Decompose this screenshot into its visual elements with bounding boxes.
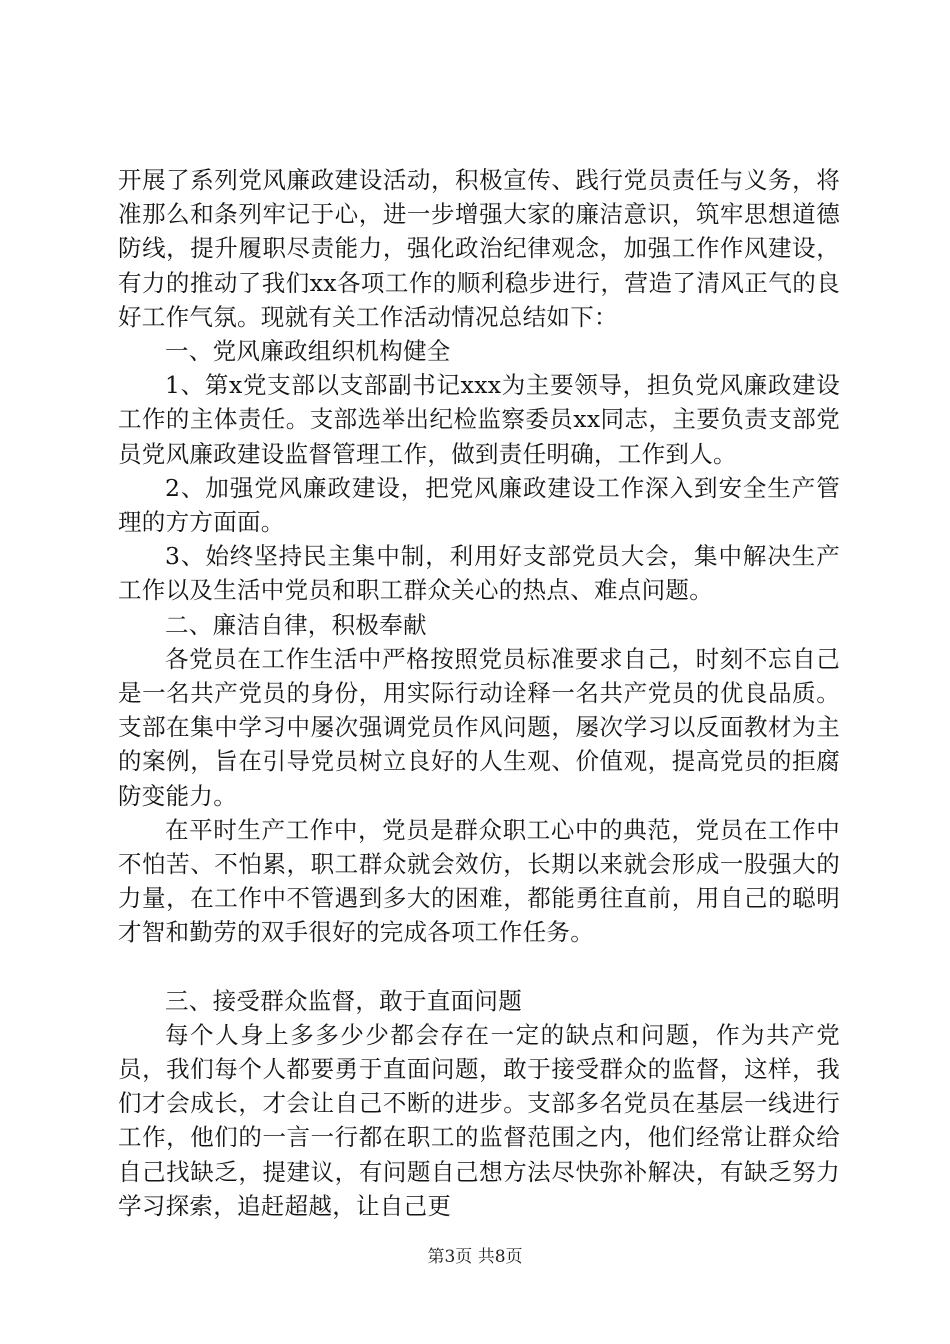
section-heading-2: 二、廉洁自律，积极奉献 [165, 610, 427, 639]
section-2-paragraph-1: 各党员在工作生活中严格按照党员标准要求自己，时刻不忘自己是一名共产党员的身份，用实际行动诠释一名共产党员的优良品质。支部在集中学习中屡次强调党员作风问题，屡次学习以反面教材为主的案例，旨在引导党员树立良好的人生观、价值观，提高党员的拒腐防变能力。 [118, 644, 840, 810]
document-body [118, 163, 840, 1223]
section-1-item-2: 2、加强党风廉政建设，把党风廉政建设工作深入到安全生产管理的方方面面。 [118, 473, 840, 537]
intro-paragraph: 开展了系列党风廉政建设活动，积极宣传、践行党员责任与义务，将准那么和条列牢记于心，进一步增强大家的廉洁意识，筑牢思想道德防线，提升履职尽责能力，强化政治纪律观念，加强工作作风建设，有力的推动了我们xx各项工作的顺利稳步进行，营造了清风正气的良好工作气氛。现就有关工作活动情况总结如下： [118, 166, 840, 331]
section-2-paragraph-2: 在平时生产工作中，党员是群众职工心中的典范，党员在工作中不怕苦、不怕累，职工群众就会效仿，长期以来就会形成一股强大的力量，在工作中不管遇到多大的困难，都能勇往直前，用自己的聪明才智和勤劳的双手很好的完成各项工作任务。 [118, 815, 840, 947]
section-3-paragraph-1: 每个人身上多多少少都会存在一定的缺点和问题，作为共产党员，我们每个人都要勇于直面问题，敢于接受群众的监督，这样，我们才会成长，才会让自己不断的进步。支部多名党员在基层一线进行工作，他们的一言一行都在职工的监督范围之内，他们经常让群众给自己找缺乏，提建议，有问题自己想方法尽快弥补解决，有缺乏努力学习探索，追赶超越，让自己更 [118, 1020, 840, 1220]
section-1-item-3: 3、始终坚持民主集中制，利用好支部党员大会，集中解决生产工作以及生活中党员和职工群众关心的热点、难点问题。 [118, 542, 840, 605]
section-heading-1: 一、党风廉政组织机构健全 [165, 337, 451, 366]
section-1-item-1: 1、第x党支部以支部副书记xxx为主要领导，担负党风廉政建设工作的主体责任。支部选举出纪检监察委员xx同志，主要负责支部党员党风廉政建设监督管理工作，做到责任明确，工作到人。 [118, 371, 840, 468]
page-footer: 第3页 共8页 [427, 1247, 523, 1267]
section-heading-3: 三、接受群众监督，敢于直面问题 [165, 986, 522, 1015]
